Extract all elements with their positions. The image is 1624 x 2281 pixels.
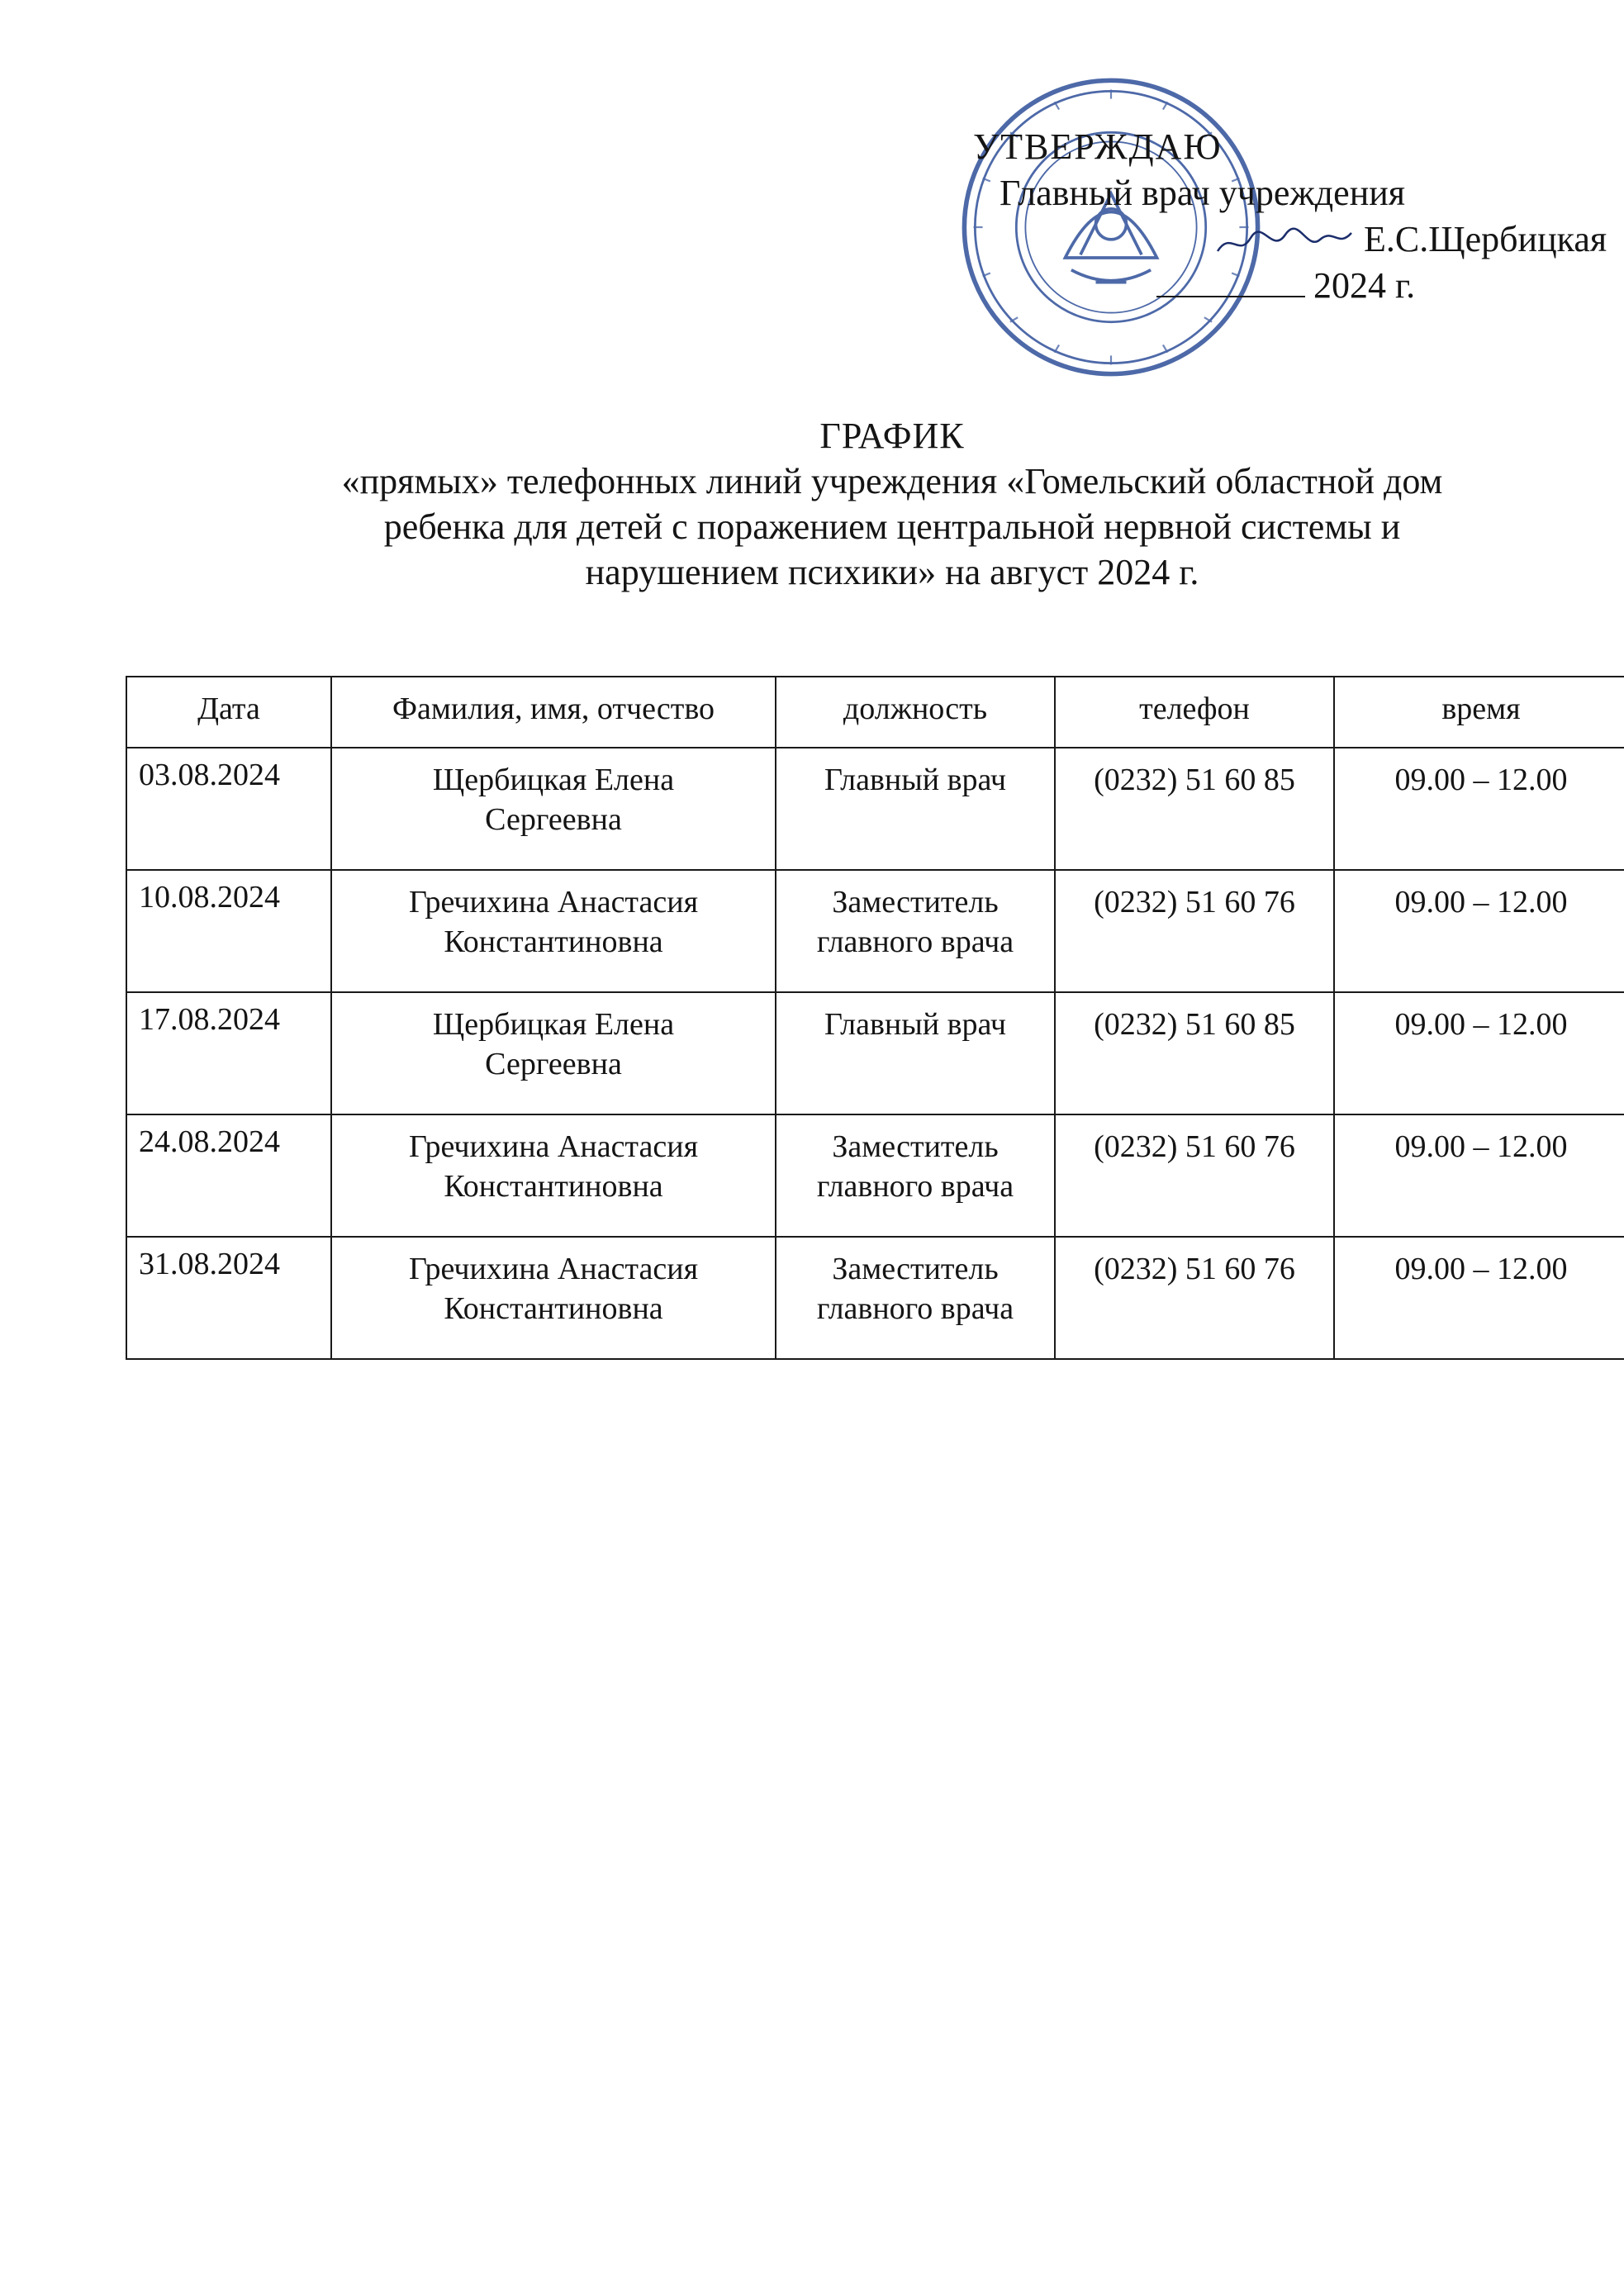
approval-title: УТВЕРЖДАЮ: [973, 126, 1223, 167]
heading-line-2: ребенка для детей с поражением центральной нервной системы и: [383, 506, 1401, 547]
approval-block: [966, 124, 1607, 309]
cell-time: 09.00 – 12.00: [1334, 992, 1624, 1114]
approval-date-line: [966, 263, 1495, 309]
signature-name: Е.С.Щербицкая: [1364, 219, 1607, 259]
cell-time: 09.00 – 12.00: [1334, 870, 1624, 992]
name-line-2: Константиновна: [444, 1169, 663, 1204]
cell-phone: (0232) 51 60 76: [1055, 870, 1334, 992]
cell-name: [331, 870, 776, 992]
table-row: [126, 748, 1624, 870]
table-header-row: [126, 677, 1624, 748]
name-line-2: Константиновна: [444, 1291, 663, 1326]
position-line-1: Заместитель: [832, 1252, 999, 1286]
position-line-2: главного врача: [816, 924, 1014, 959]
signature-icon: [1214, 226, 1355, 259]
cell-time: 09.00 – 12.00: [1334, 1237, 1624, 1359]
name-line-1: Щербицкая Елена: [432, 763, 675, 797]
cell-position: [776, 870, 1055, 992]
name-line-2: Сергеевна: [485, 1047, 622, 1081]
name-line-1: Щербицкая Елена: [432, 1007, 675, 1042]
position-line-1: Заместитель: [832, 1129, 999, 1164]
header-phone: телефон: [1055, 677, 1334, 748]
name-line-1: Гречихина Анастасия: [408, 1252, 699, 1286]
table-row: [126, 1237, 1624, 1359]
approval-date-year: 2024 г.: [1313, 265, 1416, 306]
name-line-2: Сергеевна: [485, 802, 622, 837]
heading-line-1: «прямых» телефонных линий учреждения «Гомельский областной дом: [341, 461, 1443, 501]
name-line-1: Гречихина Анастасия: [408, 885, 699, 920]
date-blank: [1156, 296, 1305, 297]
cell-phone: (0232) 51 60 85: [1055, 748, 1334, 870]
cell-phone: (0232) 51 60 76: [1055, 1114, 1334, 1237]
document-type: ГРАФИК: [819, 416, 965, 456]
approval-role: Главный врач учреждения: [1000, 173, 1406, 213]
table-row: [126, 1114, 1624, 1237]
cell-date: 03.08.2024: [126, 748, 331, 870]
header-time: время: [1334, 677, 1624, 748]
position-line-1: Главный врач: [824, 763, 1006, 797]
cell-name: [331, 1237, 776, 1359]
table-row: [126, 992, 1624, 1114]
cell-phone: (0232) 51 60 85: [1055, 992, 1334, 1114]
cell-date: 17.08.2024: [126, 992, 331, 1114]
position-line-2: главного врача: [816, 1291, 1014, 1326]
cell-name: [331, 992, 776, 1114]
name-line-1: Гречихина Анастасия: [408, 1129, 699, 1164]
position-line-1: Главный врач: [824, 1007, 1006, 1042]
cell-name: [331, 1114, 776, 1237]
cell-date: 10.08.2024: [126, 870, 331, 992]
cell-time: 09.00 – 12.00: [1334, 748, 1624, 870]
cell-name: [331, 748, 776, 870]
cell-time: 09.00 – 12.00: [1334, 1114, 1624, 1237]
schedule-table: [126, 676, 1624, 1360]
cell-date: 31.08.2024: [126, 1237, 331, 1359]
document-heading: [198, 413, 1586, 595]
cell-date: 24.08.2024: [126, 1114, 331, 1237]
cell-position: [776, 748, 1055, 870]
approval-signature: [966, 216, 1607, 263]
name-line-2: Константиновна: [444, 924, 663, 959]
cell-position: [776, 1114, 1055, 1237]
position-line-1: Заместитель: [832, 885, 999, 920]
header-name: Фамилия, имя, отчество: [331, 677, 776, 748]
position-line-2: главного врача: [816, 1169, 1014, 1204]
cell-position: [776, 1237, 1055, 1359]
header-position: должность: [776, 677, 1055, 748]
header-date: Дата: [126, 677, 331, 748]
heading-line-3: нарушением психики» на август 2024 г.: [585, 552, 1199, 592]
cell-position: [776, 992, 1055, 1114]
cell-phone: (0232) 51 60 76: [1055, 1237, 1334, 1359]
table-row: [126, 870, 1624, 992]
